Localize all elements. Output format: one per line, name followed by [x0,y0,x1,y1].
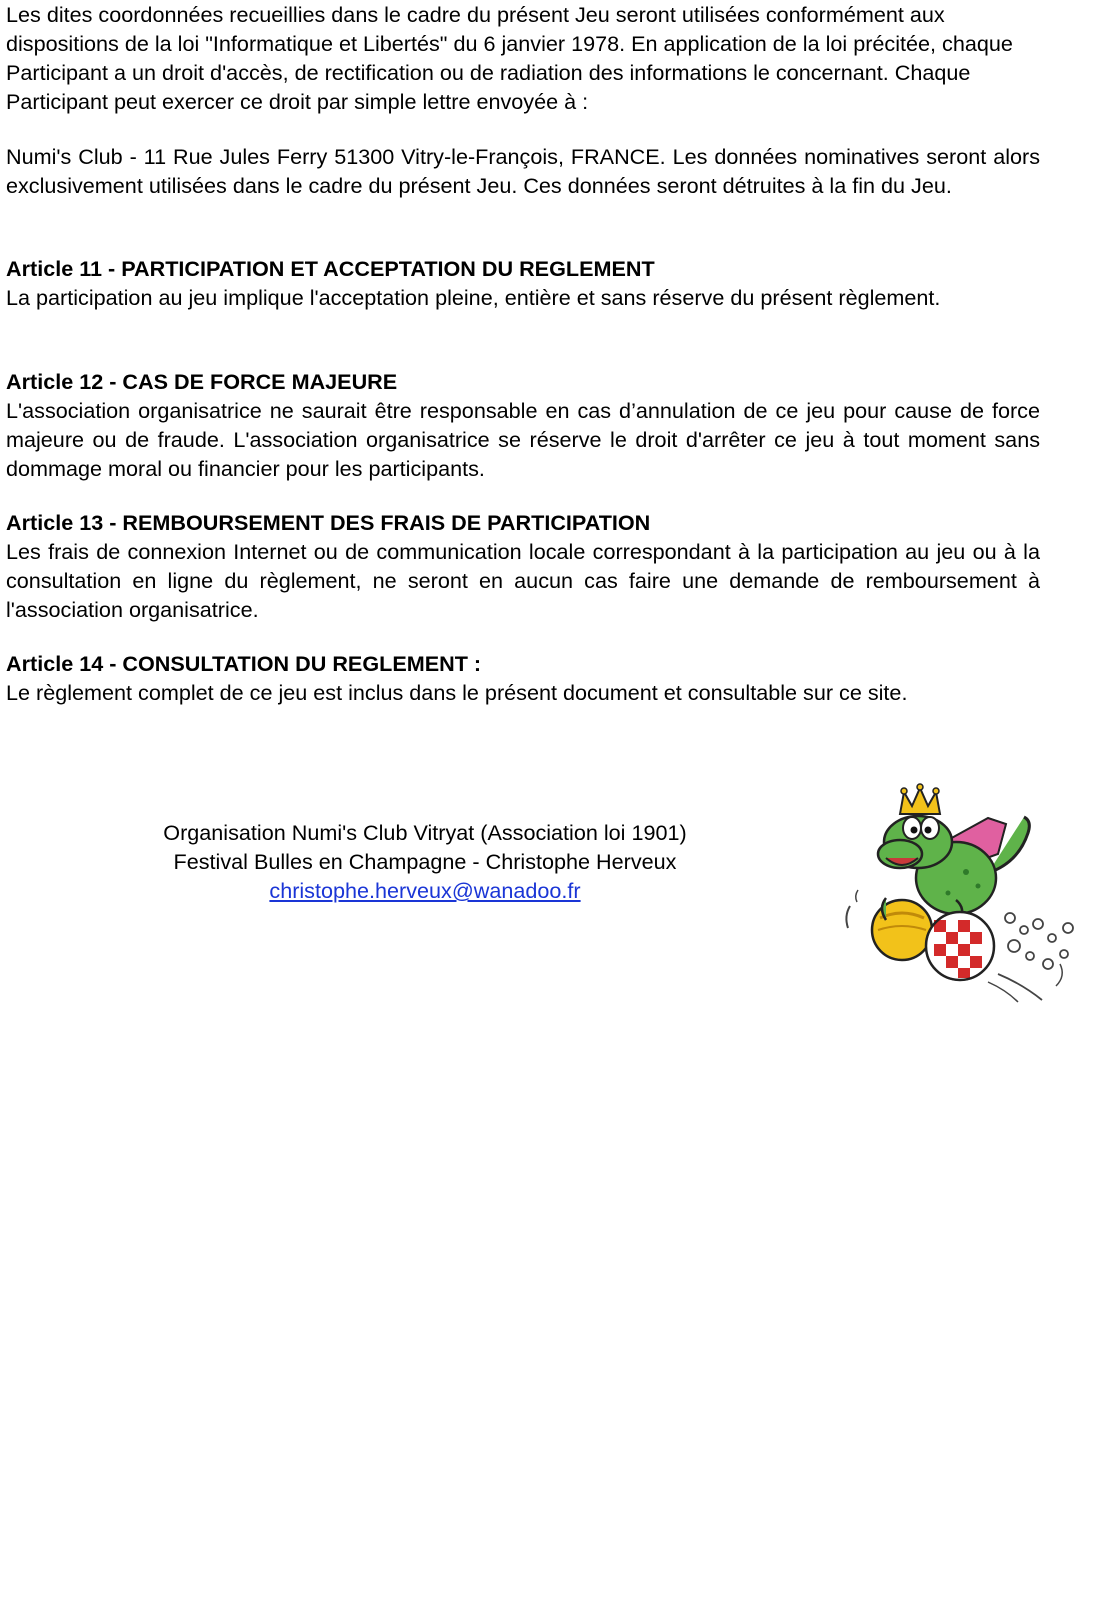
article-body: Le règlement complet de ce jeu est inclus dans le présent document et consultable sur ce site. [6,680,908,705]
organisation-line: Organisation Numi's Club Vitryat (Association loi 1901) [163,820,687,845]
article-body: La participation au jeu implique l'acceptation pleine, entière et sans réserve du présent règlement. [6,285,941,310]
festival-line: Festival Bulles en Champagne - Christophe Herveux [173,849,677,874]
crowned-dinosaur-mascot-icon [838,778,1080,1008]
privacy-section [6,0,1040,116]
article-13 [6,508,1040,624]
article-title: Article 13 - REMBOURSEMENT DES FRAIS DE PARTICIPATION [6,510,651,535]
article-body: L'association organisatrice ne saurait être responsable en cas d’annulation de ce jeu pour cause de force majeure ou de fraude. L'association organisatrice se réserve le droit d'arrêter ce jeu à tout moment sans dommage moral ou financier pour les participants. [6,398,1040,481]
article-12 [6,367,1040,483]
organisation-block [120,818,730,905]
article-11 [6,254,1040,312]
article-title: Article 14 - CONSULTATION DU REGLEMENT : [6,651,482,676]
address-paragraph: Numi's Club - 11 Rue Jules Ferry 51300 Vitry-le-François, FRANCE. Les données nominatives seront alors exclusivement utilisées dans le cadre du présent Jeu. Ces données seront détruites à la fin du Jeu. [6,144,1040,198]
article-body: Les frais de connexion Internet ou de communication locale correspondant à la participation au jeu ou à la consultation en ligne du règlement, ne seront en aucun cas faire une demande de remboursement à l'association organisatrice. [6,539,1040,622]
address-section [6,142,1040,200]
article-title: Article 11 - PARTICIPATION ET ACCEPTATION DU REGLEMENT [6,256,655,281]
article-14 [6,649,1040,707]
email-link[interactable]: christophe.herveux@wanadoo.fr [269,878,581,903]
privacy-paragraph: Les dites coordonnées recueillies dans le cadre du présent Jeu seront utilisées conformément aux dispositions de la loi "Informatique et Libertés" du 6 janvier 1978. En application de la loi précitée, chaque Participant a un droit d'accès, de rectification ou de radiation des informations le concernant. Chaque Participant peut exercer ce droit par simple lettre envoyée à : [6,2,1013,114]
article-title: Article 12 - CAS DE FORCE MAJEURE [6,369,398,394]
